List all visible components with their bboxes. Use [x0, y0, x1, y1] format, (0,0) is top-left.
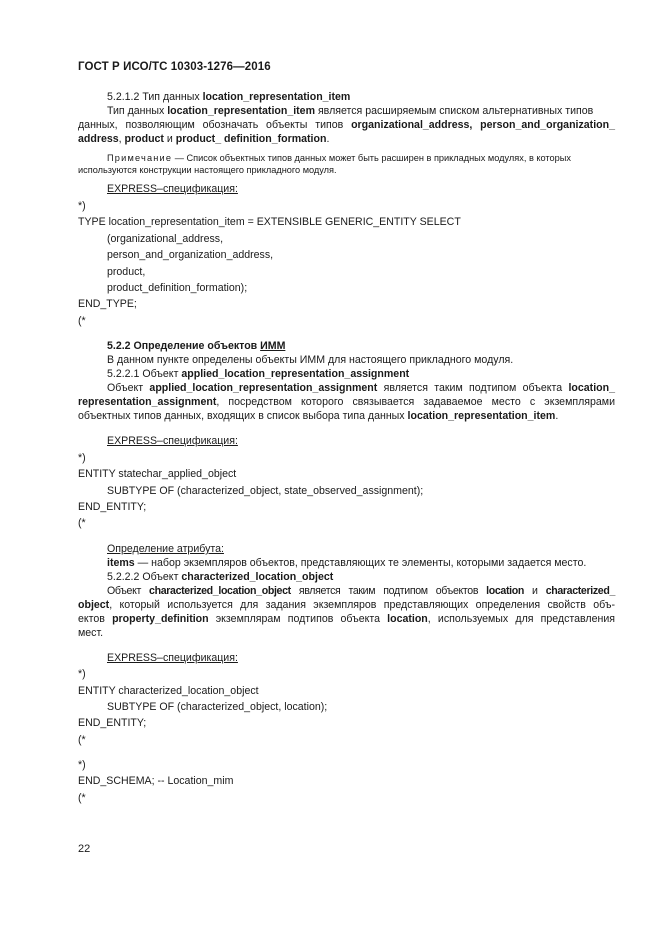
section-5212-para-line1: Тип данных location_representation_item является расширяемым списком альтернативных типов [107, 105, 594, 117]
express-spec-label: EXPRESS–спецификация: [107, 435, 238, 447]
express-spec-label: EXPRESS–спецификация: [107, 652, 238, 664]
select-item: person_and_organization_address, [107, 249, 274, 261]
express-end-entity: END_ENTITY; [78, 501, 147, 513]
express-open: *) [78, 668, 86, 680]
express-open: *) [78, 452, 86, 464]
section-5222-para-line1: Объект characterized_location_object является таким подтипом объектов location и characterized_ [107, 585, 615, 597]
express-subtype-line: SUBTYPE OF (characterized_object, location); [107, 701, 328, 713]
express-close: (* [78, 517, 86, 529]
express-entity-line: ENTITY statechar_applied_object [78, 468, 237, 480]
express-close: (* [78, 792, 86, 804]
attribute-items-definition: items — набор экземпляров объектов, представляющих те элементы, которыми задается место. [107, 557, 587, 569]
section-522-heading: 5.2.2 Определение объектов ИММ [107, 340, 286, 352]
section-5221-para-line2: representation_assignment, посредством которого связывается задаваемое место с экземплярами [78, 396, 615, 408]
select-item: (organizational_address, [107, 233, 224, 245]
express-entity-line: ENTITY characterized_location_object [78, 685, 259, 697]
express-subtype-line: SUBTYPE OF (characterized_object, state_observed_assignment); [107, 485, 424, 497]
express-open: *) [78, 200, 86, 212]
section-5222-heading: 5.2.2.2 Объект characterized_location_object [107, 571, 334, 583]
section-522-intro: В данном пункте определены объекты ИММ для настоящего прикладного модуля. [107, 354, 514, 366]
express-end-schema: END_SCHEMA; -- Location_mim [78, 775, 234, 787]
express-type-line: TYPE location_representation_item = EXTENSIBLE GENERIC_ENTITY SELECT [78, 216, 461, 228]
section-5221-heading: 5.2.2.1 Объект applied_location_representation_assignment [107, 368, 410, 380]
section-5222-para-line2: object, который используется для задания экземпляров представляющих определения свойств объ- [78, 599, 615, 611]
section-5222-para-line4: мест. [78, 627, 104, 639]
express-spec-label: EXPRESS–спецификация: [107, 183, 238, 195]
express-end-entity: END_ENTITY; [78, 717, 147, 729]
note-line2: используются конструкции настоящего прикладного модуля. [78, 165, 337, 175]
section-5222-para-line3: ектов property_definition экземплярам подтипов объекта location, используемых для представления [78, 613, 616, 625]
standard-header: ГОСТ Р ИСО/ТС 10303-1276—2016 [78, 61, 271, 73]
section-5221-para-line1: Объект applied_location_representation_assignment является таким подтипом объекта location_ [107, 382, 615, 394]
note-line1: Примечание — Список объектных типов данных может быть расширен в прикладных модулях, в которых [107, 153, 571, 163]
page-number: 22 [78, 843, 91, 855]
express-close: (* [78, 315, 86, 327]
select-item: product, [107, 266, 146, 278]
express-close: (* [78, 734, 86, 746]
section-5212-para-line2: данных, позволяющим обозначать объекты типов organizational_address, person_and_organization_ [78, 119, 615, 131]
section-5221-para-line3: объектных типов данных, входящих в список выбора типа данных location_representation_item. [78, 410, 559, 422]
select-item: product_definition_formation); [107, 282, 248, 294]
section-5212-heading: 5.2.1.2 Тип данных location_representation_item [107, 91, 351, 103]
attribute-definition-label: Определение атрибута: [107, 543, 224, 555]
express-end-type: END_TYPE; [78, 298, 137, 310]
section-5212-para-line3: address, product и product_ definition_formation. [78, 133, 330, 145]
express-open: *) [78, 759, 86, 771]
